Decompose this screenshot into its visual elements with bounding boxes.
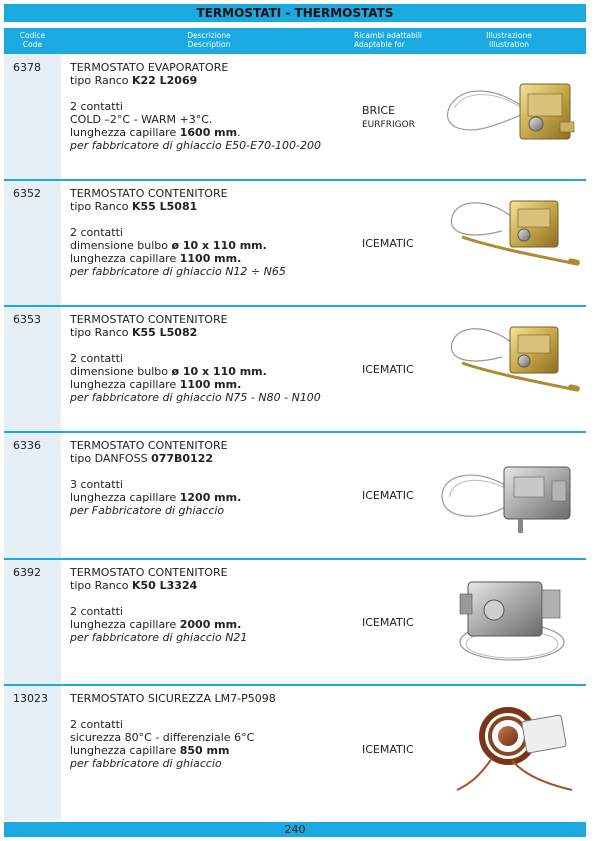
thermostat-illustration [432,698,584,798]
table-row [0,433,600,558]
thermostat-illustration [432,441,584,541]
adaptable-for: ICEMATIC [362,237,414,250]
table-row [0,54,600,179]
page-number: 240 [4,822,586,837]
product-code: 6353 [13,313,41,326]
adaptable-for: ICEMATIC [362,489,414,502]
product-description: TERMOSTATO SICUREZZA LM7-P5098 2 contatti sicurezza 80°C - differenziale 6°C lunghezza capillare 850 mm per fabbricatore di ghiaccio [70,692,276,770]
adaptable-for: ICEMATIC [362,363,414,376]
product-description: TERMOSTATO CONTENITORE tipo Ranco K55 L5082 2 contatti dimensione bulbo ø 10 x 110 mm. lunghezza capillare 1100 mm. per fabbricatore di ghiaccio N75 - N80 - N100 [70,313,321,404]
page-title: TERMOSTATI - THERMOSTATS [4,4,586,22]
table-row [0,686,600,820]
product-description: TERMOSTATO CONTENITORE tipo Ranco K50 L3324 2 contatti lunghezza capillare 2000 mm. per fabbricatore di ghiaccio N21 [70,566,248,644]
adaptable-for: ICEMATIC [362,743,414,756]
product-description: TERMOSTATO CONTENITORE tipo Ranco K55 L5081 2 contatti dimensione bulbo ø 10 x 110 mm. lunghezza capillare 1100 mm. per fabbricatore di ghiaccio N12 ÷ N65 [70,187,286,278]
table-row [0,560,600,684]
thermostat-illustration [432,187,584,287]
thermostat-illustration [432,66,584,166]
product-code: 6336 [13,439,41,452]
product-code: 13023 [13,692,48,705]
product-code: 6378 [13,61,41,74]
header-adaptable: Ricambi adattabili Adaptable for [354,31,422,49]
header-description: Descrizione Description [187,31,231,49]
adaptable-for: BRICE EURFRIGOR [362,104,415,130]
header-illustration: Illustrazione Illustration [486,31,532,49]
product-description: TERMOSTATO CONTENITORE tipo DANFOSS 077B0122 3 contatti lunghezza capillare 1200 mm. per Fabbricatore di ghiaccio [70,439,242,517]
table-row [0,181,600,305]
table-header [4,28,586,54]
table-row [0,307,600,431]
header-code: Codice Code [19,31,46,49]
product-code: 6392 [13,566,41,579]
thermostat-illustration [432,570,584,670]
adaptable-for: ICEMATIC [362,616,414,629]
thermostat-illustration [432,313,584,413]
product-description: TERMOSTATO EVAPORATORE tipo Ranco K22 L2069 2 contatti COLD –2°C - WARM +3°C. lunghezza capillare 1600 mm. per fabbricatore di ghiaccio E50-E70-100-200 [70,61,322,152]
product-code: 6352 [13,187,41,200]
